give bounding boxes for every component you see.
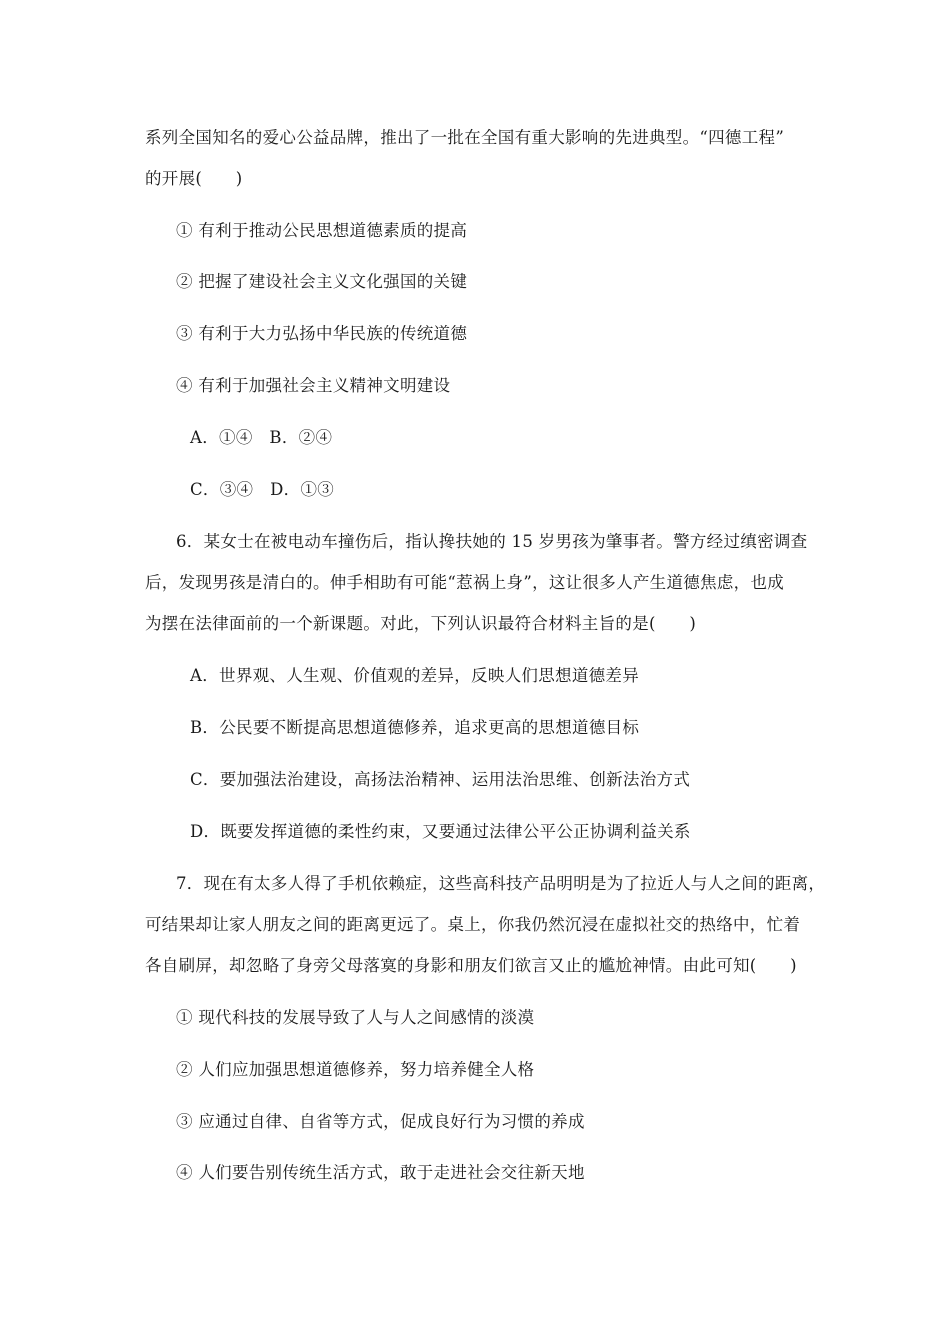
q5-choices-cd: C．③④ D．①③	[190, 480, 335, 499]
q5-choices-ab: A．①④ B．②④	[190, 428, 333, 447]
q7-stem-line-3: 各自刷屏，却忽略了身旁父母落寞的身影和朋友们欲言又止的尴尬神情。由此可知( )	[145, 956, 797, 975]
q6-stem-line-2: 后，发现男孩是清白的。伸手相助有可能“惹祸上身”，这让很多人产生道德焦虑，也成	[145, 573, 785, 592]
q7-statement-2: ② 人们应加强思想道德修养，努力培养健全人格	[176, 1060, 535, 1079]
q5-statement-2: ② 把握了建设社会主义文化强国的关键	[176, 272, 468, 291]
q6-choice-c: C．要加强法治建设，高扬法治精神、运用法治思维、创新法治方式	[190, 770, 691, 789]
q7-stem-line-2: 可结果却让家人朋友之间的距离更远了。桌上，你我仍然沉浸在虚拟社交的热络中，忙着	[145, 915, 801, 934]
q5-stem-line-1: 系列全国知名的爱心公益品牌，推出了一批在全国有重大影响的先进典型。“四德工程”	[145, 128, 785, 147]
q5-stem-line-2: 的开展( )	[145, 169, 243, 188]
q7-stem-line-1: 7．现在有太多人得了手机依赖症，这些高科技产品明明是为了拉近人与人之间的距离，	[176, 874, 826, 893]
q6-choice-d: D．既要发挥道德的柔性约束，又要通过法律公平公正协调利益关系	[190, 822, 691, 841]
q6-choice-b: B．公民要不断提高思想道德修养，追求更高的思想道德目标	[190, 718, 640, 737]
q6-stem-line-3: 为摆在法律面前的一个新课题。对此，下列认识最符合材料主旨的是( )	[145, 614, 697, 633]
q6-choice-a: A．世界观、人生观、价值观的差异，反映人们思想道德差异	[190, 666, 640, 685]
q5-statement-1: ① 有利于推动公民思想道德素质的提高	[176, 221, 468, 240]
q5-statement-3: ③ 有利于大力弘扬中华民族的传统道德	[176, 324, 468, 343]
q7-statement-1: ① 现代科技的发展导致了人与人之间感情的淡漠	[176, 1008, 535, 1027]
q7-statement-4: ④ 人们要告别传统生活方式，敢于走进社会交往新天地	[176, 1163, 585, 1182]
q5-statement-4: ④ 有利于加强社会主义精神文明建设	[176, 376, 451, 395]
q6-stem-line-1: 6．某女士在被电动车撞伤后，指认搀扶她的 15 岁男孩为肇事者。警方经过缜密调查	[176, 532, 808, 551]
q7-statement-3: ③ 应通过自律、自省等方式，促成良好行为习惯的养成	[176, 1112, 585, 1131]
